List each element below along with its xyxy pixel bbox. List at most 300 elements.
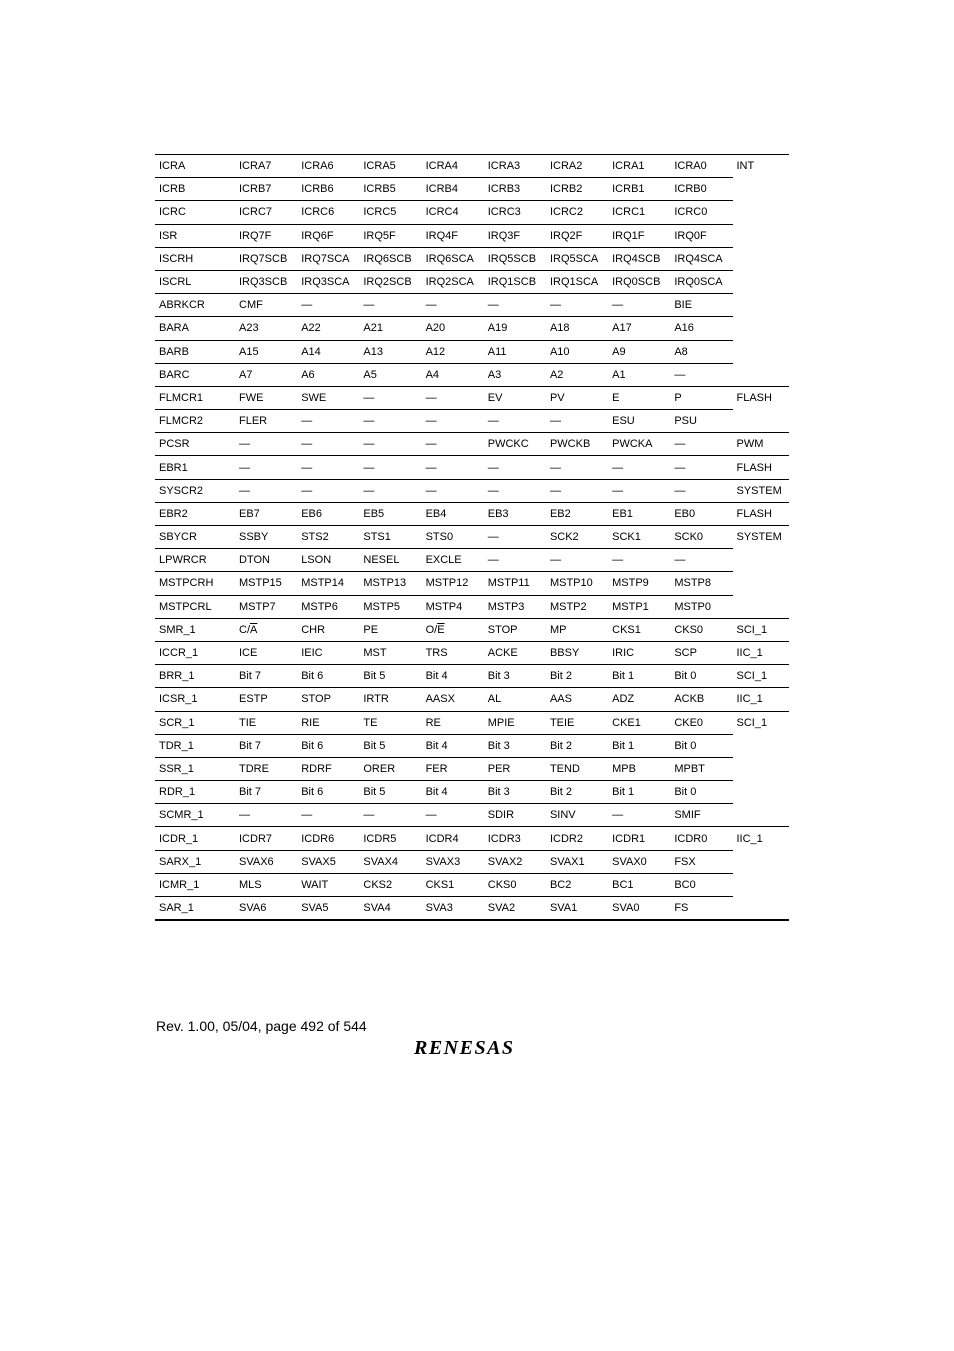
bit-cell: —: [359, 386, 421, 409]
bit-cell: IRQ3SCB: [235, 270, 297, 293]
bit-cell: ICRC1: [608, 201, 670, 224]
bit-cell: STOP: [484, 618, 546, 641]
bit-cell: IRQ5SCB: [484, 247, 546, 270]
bit-cell: Bit 2: [546, 781, 608, 804]
bit-cell: —: [359, 479, 421, 502]
bit-cell: ICRA2: [546, 155, 608, 178]
bit-cell: BBSY: [546, 641, 608, 664]
bit-cell: STOP: [297, 688, 359, 711]
module-cell: IIC_1: [736, 832, 763, 845]
bit-cell: —: [297, 479, 359, 502]
bit-cell: —: [235, 433, 297, 456]
bit-cell: ICRC2: [546, 201, 608, 224]
bit-cell: ICRA1: [608, 155, 670, 178]
bit-cell: ESTP: [235, 688, 297, 711]
table-row: [155, 897, 789, 921]
bit-cell: —: [422, 410, 484, 433]
bit-cell: —: [608, 479, 670, 502]
bit-cell: A19: [484, 317, 546, 340]
bit-cell: CKE1: [608, 711, 670, 734]
bit-cell: IRQ1F: [608, 224, 670, 247]
bit-cell: SVAX4: [359, 850, 421, 873]
table-row: [155, 827, 789, 850]
bit-cell: —: [297, 294, 359, 317]
bit-cell: A23: [235, 317, 297, 340]
bit-cell: IRQ6SCB: [359, 247, 421, 270]
bit-cell: SCK1: [608, 526, 670, 549]
module-cell: FLASH: [733, 456, 790, 479]
bit-cell: SVA2: [484, 897, 546, 921]
table-row: [155, 665, 789, 688]
bit-cell: STS1: [359, 526, 421, 549]
table-row: [155, 595, 789, 618]
bit-cell: —: [484, 549, 546, 572]
register-name-cell: EBR1: [155, 456, 235, 479]
bit-cell: MSTP5: [359, 595, 421, 618]
register-name-cell: BRR_1: [155, 665, 235, 688]
bit-cell: MPB: [608, 757, 670, 780]
bit-cell: —: [235, 456, 297, 479]
bit-cell: IRIC: [608, 641, 670, 664]
bit-cell: —: [484, 294, 546, 317]
table-row: [155, 224, 789, 247]
bit-cell: PWCKA: [608, 433, 670, 456]
bit-cell: EB7: [235, 502, 297, 525]
bit-cell: RDRF: [297, 757, 359, 780]
register-name-cell: ICRC: [155, 201, 235, 224]
logo-text: RENESAS: [414, 1037, 515, 1059]
bit-cell: A4: [422, 363, 484, 386]
table-row: [155, 340, 789, 363]
module-cell: [733, 757, 790, 780]
table-row: [155, 804, 789, 827]
bit-cell: Bit 5: [359, 665, 421, 688]
module-cell: [733, 363, 790, 386]
table-row: [155, 502, 789, 525]
bit-cell: SINV: [546, 804, 608, 827]
bit-cell: PSU: [670, 410, 732, 433]
bit-cell: IRQ6F: [297, 224, 359, 247]
bit-cell: Bit 1: [608, 781, 670, 804]
module-cell: [733, 201, 790, 224]
bit-cell: SCP: [670, 641, 732, 664]
bit-cell: ICDR2: [546, 827, 608, 850]
bit-cell: ICRA3: [484, 155, 546, 178]
bit-cell: —: [422, 386, 484, 409]
register-name-cell: SARX_1: [155, 850, 235, 873]
bit-cell: EV: [484, 386, 546, 409]
bit-cell: —: [670, 549, 732, 572]
bit-cell: A7: [235, 363, 297, 386]
bit-cell: WAIT: [297, 873, 359, 896]
bit-cell: Bit 4: [422, 665, 484, 688]
bit-cell: Bit 6: [297, 734, 359, 757]
register-name-cell: SMR_1: [155, 618, 235, 641]
bit-cell: IRQ4F: [422, 224, 484, 247]
bit-cell: —: [546, 456, 608, 479]
module-cell: SCI_1: [736, 716, 768, 729]
bit-cell: SDIR: [484, 804, 546, 827]
table-row: [155, 294, 789, 317]
bit-cell: ICRA5: [359, 155, 421, 178]
bit-cell: A5: [359, 363, 421, 386]
bit-cell: Bit 3: [484, 734, 546, 757]
bit-cell: IRQ3F: [484, 224, 546, 247]
module-cell: SCI_1: [733, 665, 790, 688]
bit-cell: A6: [297, 363, 359, 386]
bit-cell: Bit 0: [670, 734, 732, 757]
module-cell: [733, 340, 790, 363]
bit-cell: AASX: [422, 688, 484, 711]
table-row: [155, 711, 789, 734]
table-row: [155, 410, 789, 433]
module-cell: [733, 850, 790, 873]
bit-cell: PV: [546, 386, 608, 409]
bit-cell: IRQ4SCB: [608, 247, 670, 270]
bit-cell: ICRB4: [422, 178, 484, 201]
table-row: [155, 572, 789, 595]
module-cell: [733, 317, 790, 340]
bit-cell: $C/\overline{A}$: [235, 618, 297, 641]
register-name-cell: ICSR_1: [155, 688, 235, 711]
bit-cell: STS0: [422, 526, 484, 549]
bit-cell: ACKE: [484, 641, 546, 664]
module-cell: SYSTEM: [733, 479, 790, 502]
table-row: [155, 549, 789, 572]
bit-cell: PWCKC: [484, 433, 546, 456]
bit-cell: ICDR3: [484, 827, 546, 850]
bit-cell: IRQ2F: [546, 224, 608, 247]
bit-cell: SCK0: [670, 526, 732, 549]
module-cell: INT: [733, 155, 790, 178]
table-row: [155, 688, 789, 711]
bit-cell: SVAX3: [422, 850, 484, 873]
register-name-cell: ICMR_1: [155, 873, 235, 896]
bit-cell: IRTR: [359, 688, 421, 711]
register-name-cell: BARB: [155, 340, 235, 363]
bit-cell: SCK2: [546, 526, 608, 549]
bit-cell: —: [546, 549, 608, 572]
bit-cell: ICRC0: [670, 201, 732, 224]
bit-cell: A11: [484, 340, 546, 363]
page-footer: Rev. 1.00, 05/04, page 492 of 544: [156, 1018, 367, 1034]
bit-cell: BC2: [546, 873, 608, 896]
register-name-cell: MSTPCRH: [155, 572, 235, 595]
bit-cell: ICRC5: [359, 201, 421, 224]
bit-cell: —: [670, 479, 732, 502]
bit-cell: RIE: [297, 711, 359, 734]
bit-cell: A8: [670, 340, 732, 363]
register-name-cell: ISR: [155, 224, 235, 247]
bit-cell: IRQ6SCA: [422, 247, 484, 270]
bit-cell: EB0: [670, 502, 732, 525]
bit-cell: PE: [359, 618, 421, 641]
register-table: [155, 154, 789, 921]
bit-cell: BC1: [608, 873, 670, 896]
bit-cell: IRQ1SCB: [484, 270, 546, 293]
table-row: [155, 850, 789, 873]
bit-cell: Bit 4: [422, 781, 484, 804]
bit-cell: —: [422, 479, 484, 502]
bit-cell: ICRB1: [608, 178, 670, 201]
bit-cell: STS2: [297, 526, 359, 549]
module-cell: [733, 247, 790, 270]
module-cell: IIC_1: [733, 688, 790, 711]
bit-cell: ICDR6: [297, 827, 359, 850]
bit-cell: SVA1: [546, 897, 608, 921]
bit-cell: TRS: [422, 641, 484, 664]
module-cell: [733, 897, 790, 921]
module-cell: IIC_1: [733, 641, 790, 664]
bit-cell: SVAX0: [608, 850, 670, 873]
table-row: [155, 155, 789, 178]
bit-cell: Bit 2: [546, 734, 608, 757]
bit-cell: ICRA6: [297, 155, 359, 178]
register-name-cell: MSTPCRL: [155, 595, 235, 618]
table-row: [155, 641, 789, 664]
bit-cell: MLS: [235, 873, 297, 896]
bit-cell: SVA3: [422, 897, 484, 921]
bit-cell: TE: [359, 711, 421, 734]
register-name-cell: FLMCR1: [155, 386, 235, 409]
bit-cell: A17: [608, 317, 670, 340]
table-row: [155, 757, 789, 780]
table-row: [155, 317, 789, 340]
bit-cell: Bit 1: [608, 734, 670, 757]
bit-cell: IEIC: [297, 641, 359, 664]
register-name-cell: ISCRH: [155, 247, 235, 270]
bit-cell: LSON: [297, 549, 359, 572]
register-name-cell: ICCR_1: [155, 641, 235, 664]
module-cell: SYSTEM: [736, 531, 782, 544]
bit-cell: IRQ0F: [670, 224, 732, 247]
bit-cell: A9: [608, 340, 670, 363]
bit-cell: MSTP14: [297, 572, 359, 595]
bit-cell: A10: [546, 340, 608, 363]
bit-cell: —: [670, 363, 732, 386]
bit-cell: —: [670, 433, 732, 456]
bit-cell: Bit 7: [235, 665, 297, 688]
module-cell: FLASH: [733, 502, 790, 525]
bit-cell: —: [546, 294, 608, 317]
bit-cell: EXCLE: [422, 549, 484, 572]
register-name-cell: SCMR_1: [155, 804, 235, 827]
bit-cell: SVA5: [297, 897, 359, 921]
bit-cell: IRQ2SCB: [359, 270, 421, 293]
bit-cell: BC0: [670, 873, 732, 896]
bit-cell: ICRC7: [235, 201, 297, 224]
bit-cell: —: [422, 294, 484, 317]
bit-cell: IRQ7SCA: [297, 247, 359, 270]
bit-cell: SVA6: [235, 897, 297, 921]
bit-cell: A18: [546, 317, 608, 340]
bit-cell: —: [670, 456, 732, 479]
overline-text: $\overline{A}$: [250, 623, 258, 636]
register-name-cell: SYSCR2: [155, 479, 235, 502]
bit-cell: —: [297, 433, 359, 456]
bit-cell: NESEL: [359, 549, 421, 572]
bit-cell: EB6: [297, 502, 359, 525]
bit-cell: ICRC6: [297, 201, 359, 224]
bit-cell: —: [359, 410, 421, 433]
bit-cell: MSTP15: [235, 572, 297, 595]
bit-cell: ICRC3: [484, 201, 546, 224]
bit-cell: Bit 3: [484, 665, 546, 688]
bit-cell: ICDR0: [670, 827, 732, 850]
bit-cell: IRQ3SCA: [297, 270, 359, 293]
bit-cell: A1: [608, 363, 670, 386]
bit-cell: IRQ1SCA: [546, 270, 608, 293]
bit-cell: MSTP4: [422, 595, 484, 618]
bit-cell: FER: [422, 757, 484, 780]
bit-cell: MSTP7: [235, 595, 297, 618]
bit-cell: MSTP11: [484, 572, 546, 595]
bit-cell: $O/\overline{E}$: [422, 618, 484, 641]
bit-cell: ICDR1: [608, 827, 670, 850]
bit-cell: SVA4: [359, 897, 421, 921]
table-row: [155, 526, 789, 549]
bit-cell: —: [546, 410, 608, 433]
bit-cell: A2: [546, 363, 608, 386]
register-name-cell: SSR_1: [155, 757, 235, 780]
register-name-cell: BARA: [155, 317, 235, 340]
bit-cell: CMF: [235, 294, 297, 317]
bit-cell: IRQ7SCB: [235, 247, 297, 270]
bit-cell: TEIE: [546, 711, 608, 734]
module-cell: [733, 873, 790, 896]
bit-cell: Bit 1: [608, 665, 670, 688]
bit-cell: ICRC4: [422, 201, 484, 224]
bit-cell: A13: [359, 340, 421, 363]
bit-cell: BIE: [670, 294, 732, 317]
bit-cell: TEND: [546, 757, 608, 780]
bit-cell: AL: [484, 688, 546, 711]
bit-cell: —: [484, 479, 546, 502]
bit-cell: A15: [235, 340, 297, 363]
bit-cell: PWCKB: [546, 433, 608, 456]
bit-cell: SVAX1: [546, 850, 608, 873]
bit-cell: MSTP6: [297, 595, 359, 618]
table-row: [155, 386, 789, 409]
module-cell: [733, 270, 790, 293]
module-cell: [733, 224, 790, 247]
table-row: [155, 270, 789, 293]
register-name-cell: LPWRCR: [155, 549, 235, 572]
bit-cell: CKS0: [670, 618, 732, 641]
bit-cell: IRQ4SCA: [670, 247, 732, 270]
bit-cell: IRQ0SCA: [670, 270, 732, 293]
bit-cell: MSTP8: [670, 572, 732, 595]
table-row: [155, 247, 789, 270]
bit-cell: —: [297, 410, 359, 433]
bit-cell: ICDR7: [235, 827, 297, 850]
table-row: [155, 781, 789, 804]
bit-cell: MSTP2: [546, 595, 608, 618]
bit-cell: ICRA0: [670, 155, 732, 178]
bit-cell: ICRA4: [422, 155, 484, 178]
bit-cell: —: [608, 294, 670, 317]
bit-cell: EB1: [608, 502, 670, 525]
bit-cell: MSTP1: [608, 595, 670, 618]
bit-cell: SVAX5: [297, 850, 359, 873]
register-name-cell: SCR_1: [155, 711, 235, 734]
bit-cell: —: [546, 479, 608, 502]
module-cell: [733, 595, 790, 618]
bit-cell: SSBY: [235, 526, 297, 549]
bit-cell: CKS1: [422, 873, 484, 896]
module-cell: [733, 734, 790, 757]
bit-cell: Bit 0: [670, 665, 732, 688]
bit-cell: A12: [422, 340, 484, 363]
bit-cell: IRQ5SCA: [546, 247, 608, 270]
bit-cell: A21: [359, 317, 421, 340]
register-name-cell: ICRB: [155, 178, 235, 201]
bit-cell: FLER: [235, 410, 297, 433]
bit-cell: Bit 5: [359, 781, 421, 804]
table-row: [155, 479, 789, 502]
bit-cell: MSTP13: [359, 572, 421, 595]
register-name-cell: BARC: [155, 363, 235, 386]
bit-cell: A16: [670, 317, 732, 340]
bit-cell: ICRB0: [670, 178, 732, 201]
bit-cell: Bit 7: [235, 734, 297, 757]
bit-cell: CKE0: [670, 711, 732, 734]
register-name-cell: ICDR_1: [155, 827, 235, 850]
bit-cell: SWE: [297, 386, 359, 409]
bit-cell: A22: [297, 317, 359, 340]
bit-cell: ADZ: [608, 688, 670, 711]
bit-cell: —: [484, 526, 546, 549]
bit-cell: —: [422, 433, 484, 456]
table-row: [155, 456, 789, 479]
register-name-cell: ISCRL: [155, 270, 235, 293]
bit-cell: P: [670, 386, 732, 409]
module-cell: PWM: [733, 433, 790, 456]
bit-cell: AAS: [546, 688, 608, 711]
bit-cell: CHR: [297, 618, 359, 641]
bit-cell: EB4: [422, 502, 484, 525]
bit-cell: A14: [297, 340, 359, 363]
table-row: [155, 201, 789, 224]
register-name-cell: PCSR: [155, 433, 235, 456]
table-row: [155, 433, 789, 456]
table-row: [155, 873, 789, 896]
bit-cell: Bit 5: [359, 734, 421, 757]
table-row: [155, 734, 789, 757]
bit-cell: MSTP0: [670, 595, 732, 618]
bit-cell: Bit 4: [422, 734, 484, 757]
bit-cell: IRQ2SCA: [422, 270, 484, 293]
register-name-cell: ABRKCR: [155, 294, 235, 317]
bit-cell: —: [235, 804, 297, 827]
bit-cell: ICRB7: [235, 178, 297, 201]
bit-cell: —: [608, 456, 670, 479]
bit-cell: Bit 2: [546, 665, 608, 688]
register-name-cell: RDR_1: [155, 781, 235, 804]
bit-cell: SVA0: [608, 897, 670, 921]
bit-cell: —: [484, 456, 546, 479]
bit-cell: FS: [670, 897, 732, 921]
register-name-cell: TDR_1: [155, 734, 235, 757]
bit-cell: EB2: [546, 502, 608, 525]
bit-cell: DTON: [235, 549, 297, 572]
bit-cell: A3: [484, 363, 546, 386]
bit-cell: Bit 6: [297, 665, 359, 688]
bit-cell: —: [484, 410, 546, 433]
bit-cell: MSTP12: [422, 572, 484, 595]
bit-cell: Bit 0: [670, 781, 732, 804]
register-name-cell: FLMCR2: [155, 410, 235, 433]
